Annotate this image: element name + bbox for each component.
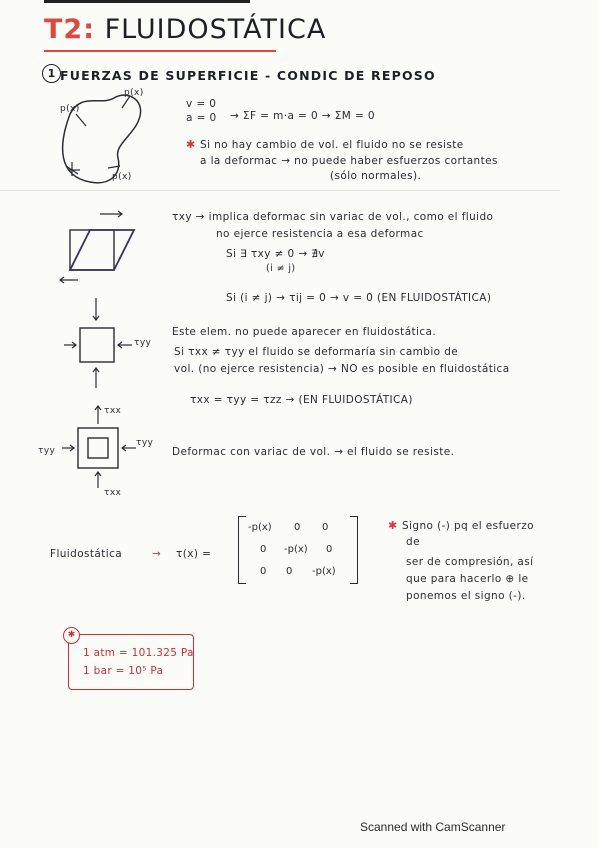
title-prefix: T2	[44, 14, 84, 45]
note-star-icon: ✱	[186, 138, 196, 151]
matrix-cell: 0	[322, 522, 329, 533]
sign-note-line1: Signo (-) pq el esfuerzo	[402, 520, 534, 532]
matrix-cell: 0	[294, 522, 301, 533]
deformation-note: Deformac con variac de vol. → el fluido se resiste.	[172, 446, 455, 458]
shear-deformation-diagram	[56, 210, 176, 290]
tensor-label: Fluidostática	[50, 548, 123, 560]
note1-line1: Si no hay cambio de vol. el fluido no se resiste	[200, 139, 464, 151]
tensor-lhs: τ(x) =	[176, 548, 212, 560]
tau-xx-top-label: τxx	[104, 406, 122, 416]
sign-note-star-icon: ✱	[388, 519, 398, 532]
fluid-body-diagram	[48, 86, 158, 196]
matrix-cell: 0	[260, 544, 267, 555]
atm-equivalence: 1 atm = 101.325 Pa	[83, 647, 194, 659]
blob-pressure-label-3: p(x)	[112, 172, 132, 182]
title-colon: :	[83, 14, 96, 45]
sign-note-line5: ponemos el signo (-).	[406, 590, 526, 602]
shear-line3: Si ∃ τxy ≠ 0 → ∄v	[226, 248, 325, 260]
shear-line2: no ejerce resistencia a esa deformac	[216, 228, 424, 240]
matrix-cell: 0	[260, 566, 267, 577]
matrix-cell: 0	[326, 544, 333, 555]
shear-line4: (i ≠ j)	[266, 263, 296, 274]
matrix-cell: -p(x)	[312, 566, 336, 577]
divider	[0, 190, 560, 191]
tau-xx-bottom-label: τxx	[104, 488, 122, 498]
matrix-bracket-left	[238, 516, 246, 584]
bar-equivalence: 1 bar = 10⁵ Pa	[83, 665, 164, 677]
blob-pressure-label-2: p(x)	[124, 88, 144, 98]
matrix-cell: -p(x)	[248, 522, 272, 533]
shear-line5: Si (i ≠ j) → τij = 0 → v = 0 (EN FLUIDOSTÁTICA)	[226, 292, 492, 304]
scanner-watermark: Scanned with CamScanner	[360, 820, 506, 834]
title-text: FLUIDOSTÁTICA	[104, 14, 327, 45]
tau-yy-left-label: τyy	[38, 446, 56, 456]
acceleration-equation: a = 0	[186, 112, 217, 124]
sign-note-line3: ser de compresión, así	[406, 556, 534, 568]
title-underline	[44, 50, 276, 52]
tau-yy-label: τyy	[134, 338, 152, 348]
section-title: FUERZAS DE SUPERFICIE - CONDIC DE REPOSO	[60, 68, 436, 83]
matrix-cell: -p(x)	[284, 544, 308, 555]
sign-note-line4: que para hacerlo ⊕ le	[406, 573, 529, 585]
normal-line1: Este elem. no puede aparecer en fluidostática.	[172, 326, 437, 338]
stress-tensor-matrix	[238, 516, 358, 584]
normal-line2: Si τxx ≠ τyy el fluido se deformaría sin cambio de	[174, 346, 459, 358]
tensor-arrow: →	[152, 548, 162, 560]
shear-line1: τxy → implica deformac sin variac de vol., como el fluido	[172, 211, 494, 223]
page-title	[44, 14, 326, 45]
matrix-cell: 0	[286, 566, 293, 577]
normal-line4: τxx = τyy = τzz → (EN FLUIDOSTÁTICA)	[190, 394, 413, 406]
top-edge-mark	[44, 0, 250, 3]
units-box	[67, 630, 194, 690]
compression-diagram	[60, 402, 170, 498]
velocity-equation: v = 0	[186, 98, 217, 110]
tau-yy-right-label: τyy	[136, 438, 154, 448]
units-star-icon: ✱	[63, 627, 80, 644]
note1-line2: a la deformac → no puede haber esfuerzos cortantes	[200, 155, 498, 167]
normal-line3: vol. (no ejerce resistencia) → NO es posible en fluidostática	[174, 363, 510, 375]
force-moment-equation: → ΣF = m·a = 0 → ΣM = 0	[230, 110, 375, 122]
matrix-bracket-right	[350, 516, 358, 584]
sign-note-line2: de	[406, 536, 420, 548]
note1-line3: (sólo normales).	[330, 170, 422, 182]
section-number: 1	[42, 64, 61, 83]
blob-pressure-label-1: p(x)	[60, 104, 80, 114]
